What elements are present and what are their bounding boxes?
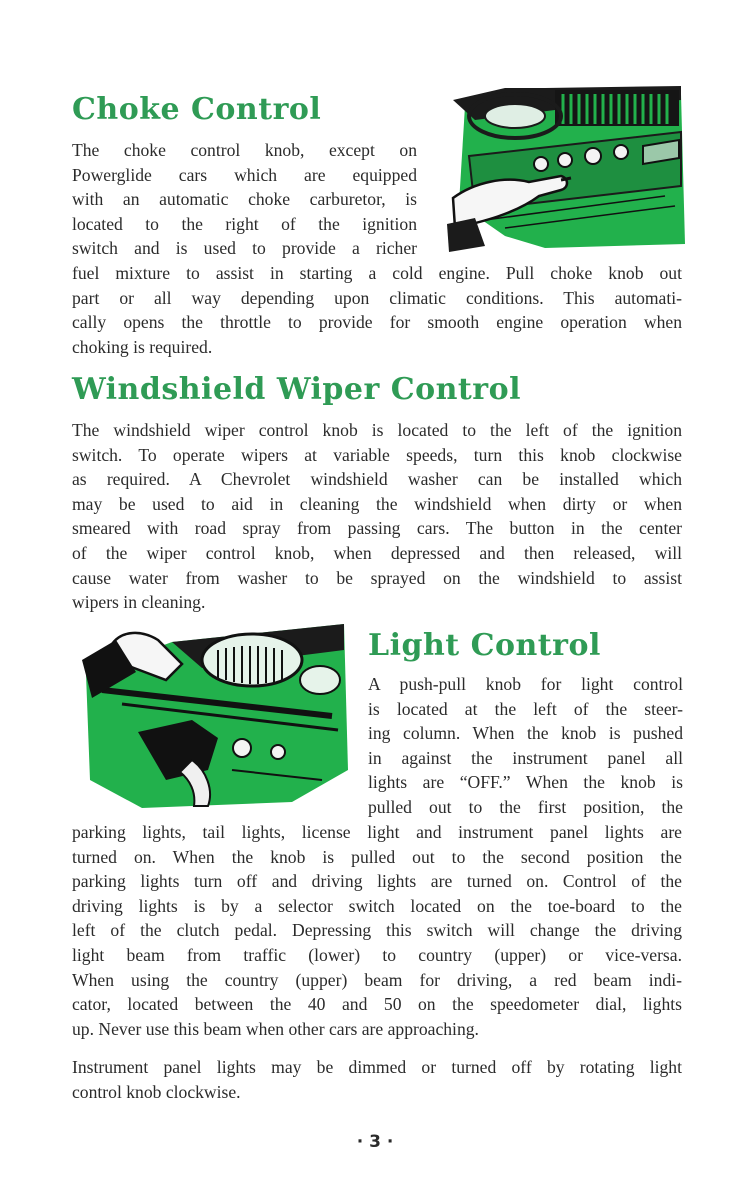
light-control-paragraph-wrapped (368, 672, 683, 820)
text-line: driving lights is by a selector switch located on the toe-board to the (72, 895, 682, 916)
text-line: choking is required. (72, 336, 213, 357)
text-line: turned on. When the knob is pulled out to the second position the (72, 846, 682, 867)
windshield-wiper-control-paragraph (72, 418, 682, 615)
text-line: left of the clutch pedal. Depressing this switch will change the driving (72, 920, 682, 941)
text-line: may be used to aid in cleaning the windshield when dirty or when (72, 493, 682, 514)
text-line: control knob clockwise. (72, 1081, 241, 1102)
text-line: The choke control knob, except on (72, 140, 417, 160)
light-control-heading: Light Control (368, 628, 601, 663)
text-line: up. Never use this beam when other cars are approaching. (72, 1018, 479, 1039)
text-line: A push-pull knob for light control (368, 674, 683, 694)
text-line: cause water from washer to be sprayed on the windshield to assist (72, 567, 682, 588)
light-control-illustration (82, 620, 350, 810)
text-line: fuel mixture to assist in starting a cold engine. Pull choke knob out (72, 263, 682, 283)
text-line: part or all way depending upon climatic conditions. This automati- (72, 287, 682, 308)
text-line: The windshield wiper control knob is located to the left of the ignition (72, 420, 682, 440)
text-line: wipers in cleaning. (72, 592, 206, 613)
text-line: Powerglide cars which are equipped (72, 164, 417, 185)
text-line: located to the right of the ignition (72, 213, 417, 234)
windshield-wiper-control-heading: Windshield Wiper Control (72, 372, 521, 407)
light-control-paragraph-full (72, 820, 682, 1041)
choke-control-paragraph-full (72, 261, 682, 359)
choke-knob-illustration (445, 86, 687, 252)
text-line: parking lights, tail lights, license light and instrument panel lights are (72, 822, 682, 842)
text-line: parking lights turn off and driving lights are turned on. Control of the (72, 871, 682, 892)
choke-control-paragraph-wrapped (72, 138, 417, 261)
text-line: cator, located between the 40 and 50 on the speedometer dial, lights (72, 994, 682, 1015)
text-line: ing column. When the knob is pushed (368, 723, 683, 744)
text-line: smeared with road spray from passing cars. The button in the center (72, 518, 682, 539)
page-number: · 3 · (356, 1132, 394, 1152)
text-line: in against the instrument panel all (368, 747, 683, 768)
text-line: When using the country (upper) beam for driving, a red beam indi- (72, 969, 682, 990)
text-line: pulled out to the first position, the (368, 796, 683, 817)
text-line: as required. A Chevrolet windshield washer can be installed which (72, 469, 682, 490)
text-line: light beam from traffic (lower) to country (upper) or vice-versa. (72, 944, 682, 965)
text-line: switch and is used to provide a richer (72, 238, 417, 259)
text-line: cally opens the throttle to provide for smooth engine operation when (72, 312, 682, 333)
text-line: switch. To operate wipers at variable speeds, turn this knob clockwise (72, 444, 682, 465)
choke-control-heading: Choke Control (72, 92, 322, 127)
text-line: Instrument panel lights may be dimmed or turned off by rotating light (72, 1057, 682, 1077)
panel-light-dimming-paragraph (72, 1055, 682, 1104)
text-line: of the wiper control knob, when depressed and then released, will (72, 542, 682, 563)
text-line: is located at the left of the steer- (368, 698, 683, 719)
text-line: lights are “OFF.” When the knob is (368, 772, 683, 793)
text-line: with an automatic choke carburetor, is (72, 189, 417, 210)
